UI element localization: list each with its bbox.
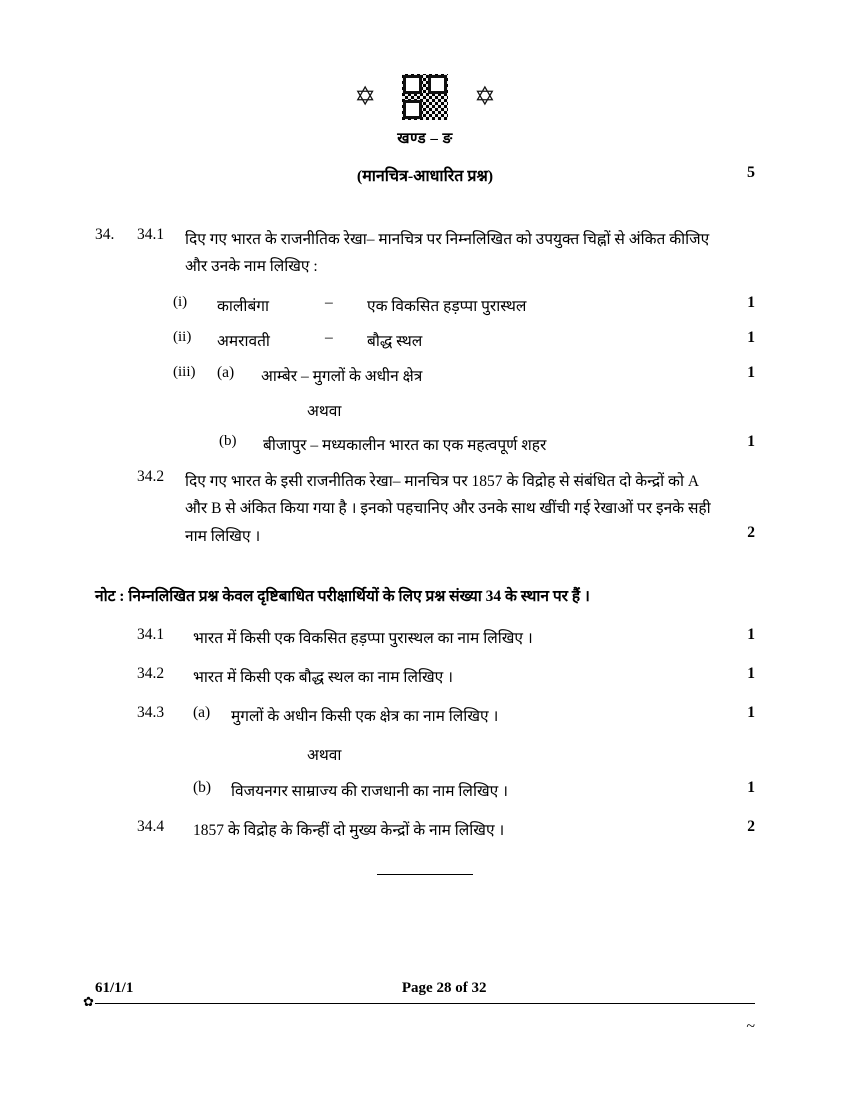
part-text-34-1: दिए गए भारत के राजनीतिक रेखा– मानचित्र पर निम्नलिखित को उपयुक्त चिह्नों से अंकित कीजिए और उनके नाम लिखिए : [185,231,710,276]
vi-question-text: भारत में किसी एक बौद्ध स्थल का नाम लिखिए । [193,668,453,686]
map-item-desc: एक विकसित हड़प्पा पुरास्थल [367,298,527,316]
subsection-title: (मानचित्र-आधारित प्रश्न) [356,168,494,185]
map-item-marks: 1 [747,364,755,382]
vi-question-sublabel: (b) [193,778,212,796]
map-item-name: कालीबंगा [217,298,270,316]
vi-question-marks: 2 [747,817,755,835]
map-item-marks: 1 [747,329,755,347]
page-number: Page 28 of 32 [401,980,487,996]
question-34-block [95,226,755,550]
map-item-desc: बीजापुर – मध्यकालीन भारत का एक महत्वपूर्ण शहर [263,437,547,455]
map-item-i [95,294,755,316]
question-number: 34. [95,226,115,243]
section-title: खण्ड – ङ [397,131,453,147]
vi-question-34-2 [95,665,755,687]
map-item-marks: 1 [747,294,755,312]
question-34-part2 [95,468,755,549]
qr-header [95,74,755,120]
vi-question-number: 34.4 [137,817,165,835]
qr-code-icon [402,74,448,120]
vi-question-marks: 1 [747,778,755,796]
vi-question-text: विजयनगर साम्राज्य की राजधानी का नाम लिखिए । [231,782,508,800]
end-of-section-rule [377,874,473,875]
map-item-desc: बौद्ध स्थल [367,333,423,351]
vi-question-marks: 1 [747,625,755,643]
map-item-name: आम्बेर – मुगलों के अधीन क्षेत्र [261,368,423,386]
subsection-marks: 5 [747,164,755,181]
note-visually-impaired: नोट : निम्नलिखित प्रश्न केवल दृष्टिबाधित परीक्षार्थियों के लिए प्रश्न संख्या 34 के स्थान पर हैं । [95,587,590,605]
map-item-dash: – [325,329,333,347]
part-label-34-2: 34.2 [137,468,165,486]
star-right-icon: ✡ [474,82,496,111]
map-item-label: (i) [173,294,188,311]
map-item-iii-a [95,364,755,386]
vi-question-marks: 1 [747,664,755,682]
paper-code: 61/1/1 [95,980,134,996]
part-text-34-2: दिए गए भारत के इसी राजनीतिक रेखा– मानचित्र पर 1857 के विद्रोह से संबंधित दो केन्द्रों को A और B से अंकित किया गया है । इनको पहचानिए और उनके साथ खींची गई रेखाओं पर इनके सही नाम लिखिए । [185,473,711,545]
map-item-label: (ii) [173,329,192,346]
vi-question-text: मुगलों के अधीन किसी एक क्षेत्र का नाम लिखिए । [231,707,499,725]
vi-question-34-3-b [95,779,755,801]
subsection-row [95,164,755,186]
vi-question-number: 34.3 [137,703,165,721]
athava-label-2: अथवा [307,746,342,764]
athava-label-1: अथवा [307,403,342,421]
map-item-sublabel: (b) [219,433,237,450]
map-item-iii-b [95,433,755,455]
map-item-name: अमरावती [217,333,270,351]
vi-question-sublabel: (a) [193,703,211,721]
map-item-ii [95,329,755,351]
star-left-icon: ✡ [354,82,376,111]
part-marks-34-2: 2 [747,524,755,542]
vi-question-34-1 [95,626,755,648]
tilde-mark: ~ [746,1018,755,1035]
map-item-label: (iii) [173,364,196,381]
map-item-dash: – [325,294,333,312]
page-footer [83,980,755,1035]
map-item-marks: 1 [747,433,755,451]
flower-icon: ✿ [83,994,94,1009]
part-label-34-1: 34.1 [137,226,165,243]
vi-question-marks: 1 [747,703,755,721]
vi-question-number: 34.1 [137,625,165,643]
vi-question-text: भारत में किसी एक विकसित हड़प्पा पुरास्थल का नाम लिखिए । [193,629,533,647]
footer-rule [83,994,755,1035]
vi-question-text: 1857 के विद्रोह के किन्हीं दो मुख्य केन्द्रों के नाम लिखिए । [193,821,505,839]
vi-question-34-3 [95,704,755,726]
vi-question-34-4 [95,818,755,840]
vi-question-number: 34.2 [137,664,165,682]
question-34-part1 [95,226,755,280]
map-item-sublabel: (a) [217,364,235,382]
